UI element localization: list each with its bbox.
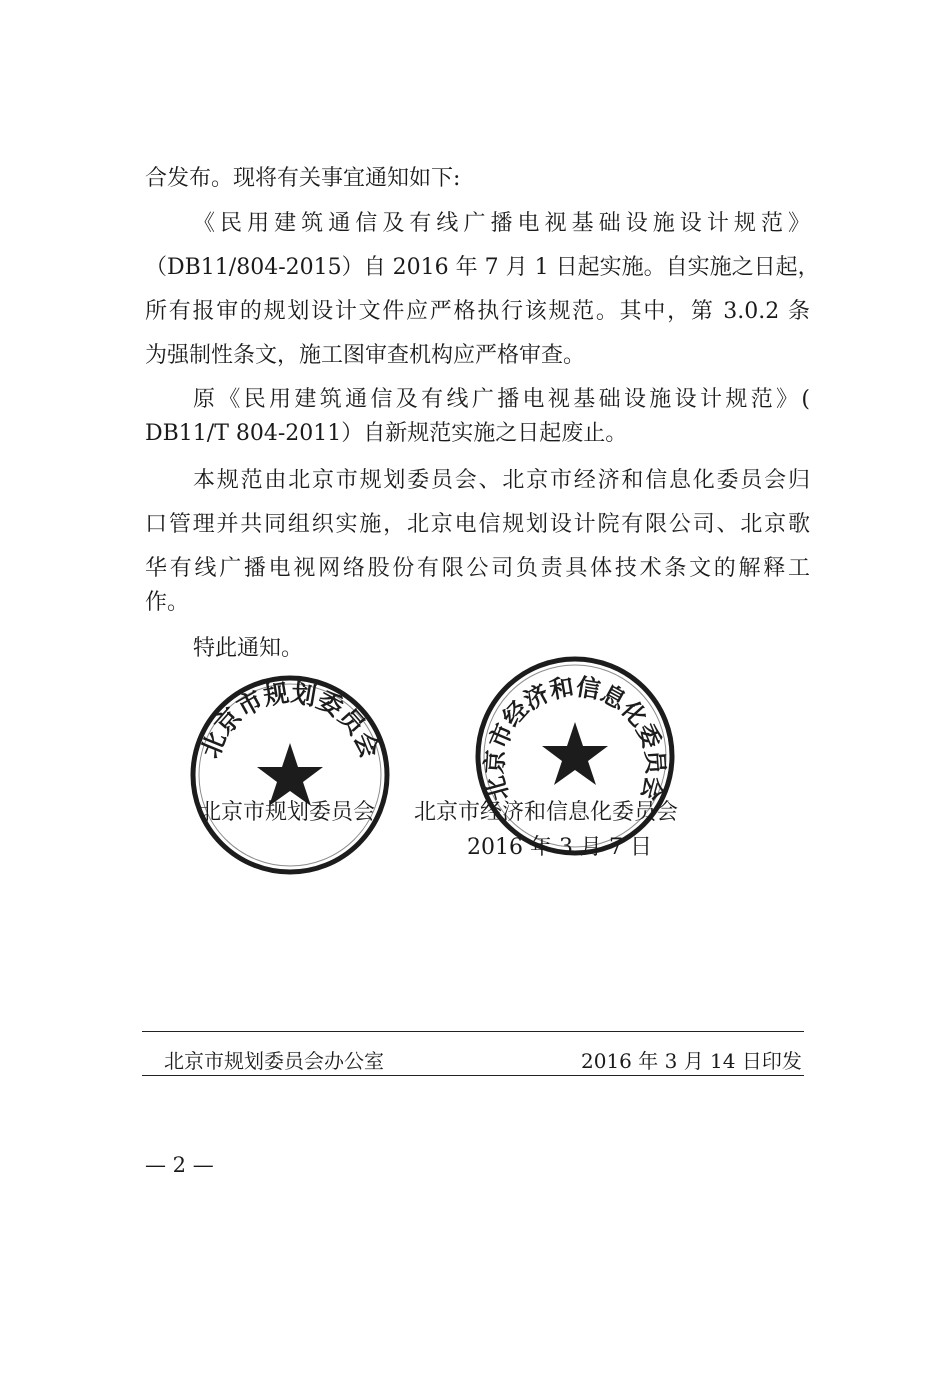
body-line-5: 为强制性条文，施工图审查机构应严格审查。 (145, 343, 586, 368)
body-line-8: 本规范由北京市规划委员会、北京市经济和信息化委员会归 (193, 468, 810, 493)
footer-issuer: 北京市规划委员会办公室 (164, 1049, 384, 1073)
footer-issue-date: 2016 年 3 月 14 日印发 (581, 1049, 802, 1073)
body-line-12: 特此通知。 (193, 636, 304, 661)
star-icon (542, 722, 608, 785)
planning-commission-seal (188, 673, 392, 877)
body-line-1: 合发布。现将有关事宜通知如下: (145, 166, 461, 191)
body-line-2: 《民用建筑通信及有线广播电视基础设施设计规范》 (193, 211, 810, 236)
footer-bottom-rule (142, 1075, 804, 1076)
footer-top-rule (142, 1031, 804, 1032)
signature-org-2: 北京市经济和信息化委员会 (414, 800, 679, 825)
body-line-6: 原《民用建筑通信及有线广播电视基础设施设计规范》( (193, 387, 810, 412)
body-line-9: 口管理并共同组织实施，北京电信规划设计院有限公司、北京歌 (145, 512, 810, 537)
signature-date: 2016 年 3 月 7 日 (467, 835, 652, 860)
body-line-11: 作。 (145, 590, 190, 615)
signature-org-1: 北京市规划委员会 (199, 800, 376, 825)
seal2-text: 北京市经济和信息化委员会 (479, 671, 671, 804)
body-line-7: DB11/T 804-2011）自新规范实施之日起废止。 (145, 421, 628, 446)
seal1-text: 北京市规划委员会 (195, 678, 385, 762)
economy-commission-seal (473, 654, 677, 858)
page-number: — 2 — (145, 1153, 214, 1177)
body-line-4: 所有报审的规划设计文件应严格执行该规范。其中，第 3.0.2 条 (145, 299, 810, 324)
body-line-10: 华有线广播电视网络股份有限公司负责具体技术条文的解释工 (145, 556, 810, 581)
body-line-3: （DB11/804-2015）自 2016 年 7 月 1 日起实施。自实施之日起， (145, 255, 820, 280)
